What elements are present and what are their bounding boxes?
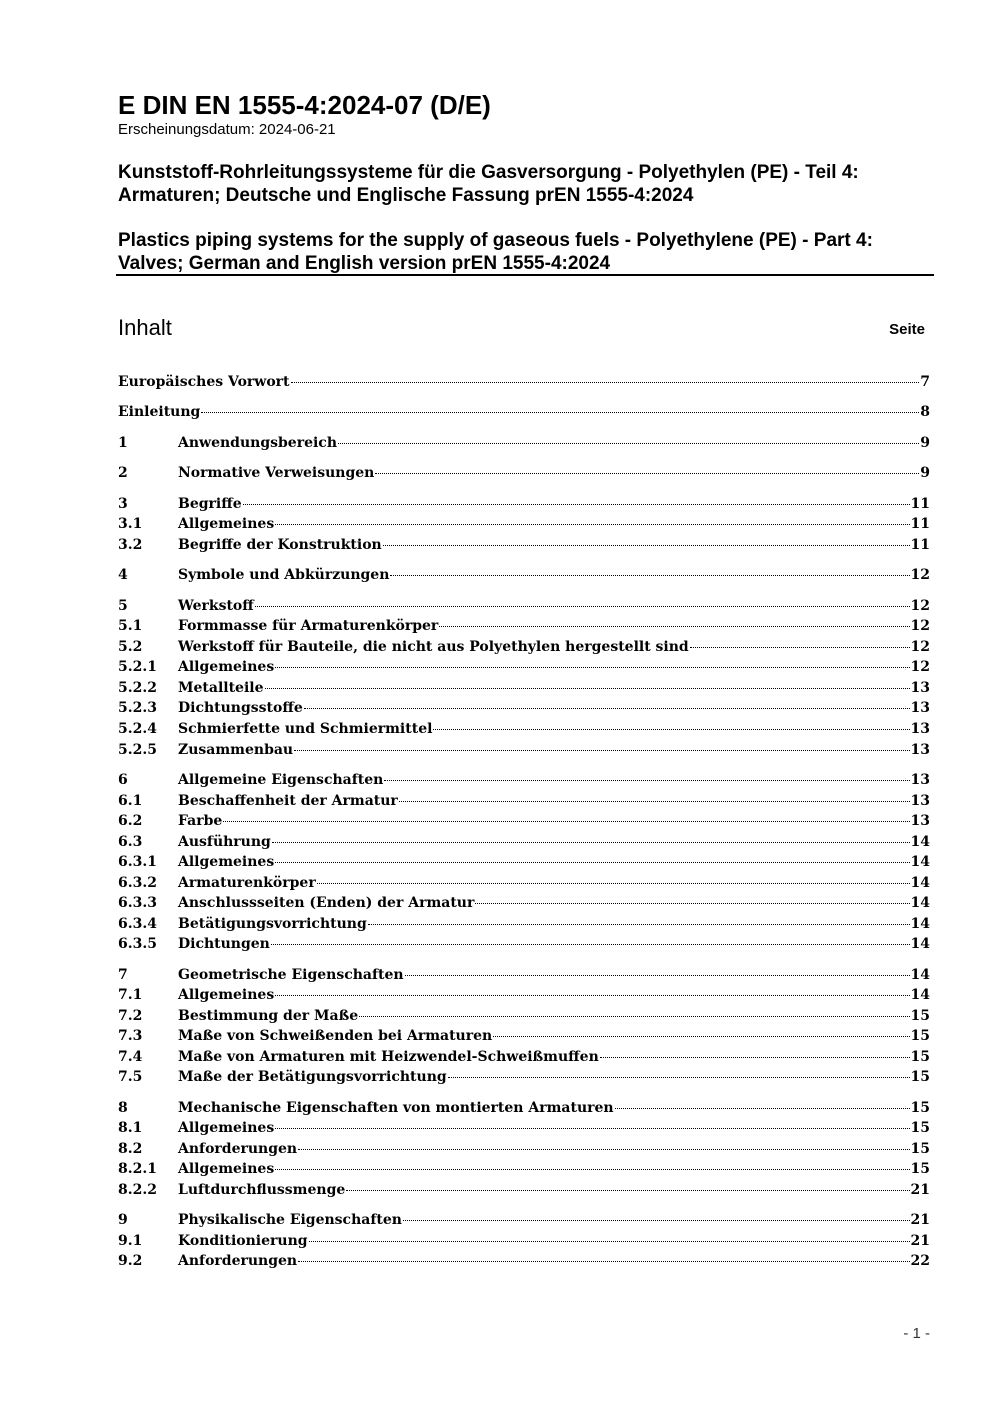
toc-entry[interactable] <box>118 514 930 534</box>
toc-entry[interactable] <box>118 616 930 636</box>
toc-entry-title: Anwendungsbereich <box>178 435 337 451</box>
toc-entry-title: Metallteile <box>178 680 264 696</box>
toc-entry-page: 15 <box>910 1120 930 1136</box>
toc-entry-number: 6.3.4 <box>118 916 157 932</box>
toc-dot-leader <box>272 841 910 843</box>
toc-entry-page: 14 <box>910 987 930 1003</box>
toc-entry[interactable] <box>118 852 930 872</box>
document-id: E DIN EN 1555-4:2024-07 (D/E) <box>118 90 491 120</box>
toc-entry-page: 12 <box>910 567 930 583</box>
toc-dot-leader <box>493 1035 909 1037</box>
toc-entry[interactable] <box>118 698 930 718</box>
toc-entry-title: Allgemeines <box>178 659 275 675</box>
toc-entry-title: Armaturenkörper <box>178 875 316 891</box>
toc-entry-page: 15 <box>910 1008 930 1024</box>
toc-entry-title: Allgemeines <box>178 987 275 1003</box>
toc-entry-number: 6.3.2 <box>118 875 157 891</box>
toc-dot-leader <box>383 544 910 546</box>
toc-entry-number: 9.1 <box>118 1233 143 1249</box>
toc-entry-page: 21 <box>910 1233 930 1249</box>
toc-entry-page: 21 <box>910 1182 930 1198</box>
toc-dot-leader <box>405 974 910 976</box>
toc-entry-number: 6.1 <box>118 793 143 809</box>
toc-entry[interactable] <box>118 1210 930 1230</box>
toc-dot-leader <box>309 1240 910 1242</box>
page-number: - 1 - <box>903 1325 930 1342</box>
toc-entry-number: 6.3.5 <box>118 936 157 952</box>
toc-dot-leader <box>403 1219 910 1221</box>
toc-entry-title: Anforderungen <box>178 1253 298 1269</box>
toc-entry-page: 13 <box>910 793 930 809</box>
toc-entry-page: 12 <box>910 639 930 655</box>
toc-page-column-label: Seite <box>889 321 925 338</box>
toc-entry-number: 6.3 <box>118 834 143 850</box>
toc-entry-page: 15 <box>910 1028 930 1044</box>
toc-entry[interactable] <box>118 1231 930 1251</box>
toc-entry[interactable] <box>118 637 930 657</box>
toc-dot-leader <box>448 1076 910 1078</box>
toc-entry-page: 9 <box>920 465 930 481</box>
toc-dot-leader <box>275 994 909 996</box>
toc-entry[interactable] <box>118 1118 930 1138</box>
toc-entry[interactable] <box>118 372 930 392</box>
toc-entry-number: 7.4 <box>118 1049 143 1065</box>
toc-entry-page: 14 <box>910 916 930 932</box>
title-divider <box>116 274 934 276</box>
toc-dot-leader <box>298 1148 909 1150</box>
toc-entry-title: Allgemeines <box>178 1161 275 1177</box>
toc-entry-title: Betätigungsvorrichtung <box>178 916 367 932</box>
toc-entry[interactable] <box>118 719 930 739</box>
toc-entry-number: 5.2.5 <box>118 742 157 758</box>
toc-dot-leader <box>255 605 910 607</box>
toc-dot-leader <box>359 1015 909 1017</box>
toc-entry-number: 5.2.1 <box>118 659 157 675</box>
toc-entry-number: 6.3.3 <box>118 895 157 911</box>
toc-entry[interactable] <box>118 678 930 698</box>
toc-dot-leader <box>390 574 909 576</box>
toc-entry-number: 3 <box>118 496 128 512</box>
toc-entry-number: 7.1 <box>118 987 143 1003</box>
toc-entry-title: Allgemeines <box>178 516 275 532</box>
toc-entry-number: 8 <box>118 1100 128 1116</box>
toc-entry[interactable] <box>118 832 930 852</box>
toc-entry-title: Maße von Schweißenden bei Armaturen <box>178 1028 493 1044</box>
toc-entry-page: 22 <box>910 1253 930 1269</box>
toc-entry-title: Allgemeines <box>178 1120 275 1136</box>
toc-dot-leader <box>291 381 920 383</box>
toc-entry-page: 14 <box>910 854 930 870</box>
toc-dot-leader <box>439 625 909 627</box>
toc-dot-leader <box>201 411 919 413</box>
toc-entry[interactable] <box>118 1251 930 1271</box>
toc-dot-leader <box>243 503 910 505</box>
toc-entry-page: 21 <box>910 1212 930 1228</box>
toc-entry-page: 13 <box>910 742 930 758</box>
toc-entry-title: Werkstoff <box>178 598 254 614</box>
toc-entry-number: 9 <box>118 1212 128 1228</box>
toc-entry-page: 13 <box>910 721 930 737</box>
toc-dot-leader <box>615 1107 910 1109</box>
toc-dot-leader <box>275 666 909 668</box>
title-german <box>118 161 948 207</box>
toc-entry[interactable] <box>118 934 930 954</box>
toc-entry-title: Einleitung <box>118 404 201 420</box>
toc-entry-title: Symbole und Abkürzungen <box>178 567 390 583</box>
toc-entry-title: Beschaffenheit der Armatur <box>178 793 398 809</box>
toc-entry-page: 7 <box>920 374 930 390</box>
toc-entry[interactable] <box>118 1067 930 1087</box>
toc-entry-page: 12 <box>910 618 930 634</box>
toc-entry[interactable] <box>118 791 930 811</box>
toc-dot-leader <box>399 800 910 802</box>
toc-entry[interactable] <box>118 565 930 585</box>
toc-entry-page: 11 <box>910 516 930 532</box>
toc-entry-number: 8.2.1 <box>118 1161 157 1177</box>
toc-entry-page: 14 <box>910 834 930 850</box>
toc-entry-page: 11 <box>910 537 930 553</box>
toc-entry-page: 11 <box>910 496 930 512</box>
toc-dot-leader <box>690 646 910 648</box>
toc-dot-leader <box>294 749 909 751</box>
toc-entry[interactable] <box>118 433 930 453</box>
toc-dot-leader <box>275 1127 909 1129</box>
toc-dot-leader <box>304 707 910 709</box>
toc-entry-page: 13 <box>910 700 930 716</box>
toc-entry-page: 13 <box>910 813 930 829</box>
toc-entry-page: 13 <box>910 680 930 696</box>
toc-entry-title: Mechanische Eigenschaften von montierten Armaturen <box>178 1100 614 1116</box>
toc-entry-page: 12 <box>910 659 930 675</box>
toc-entry-title: Maße der Betätigungsvorrichtung <box>178 1069 447 1085</box>
toc-entry-number: 7.2 <box>118 1008 143 1024</box>
toc-entry-page: 14 <box>910 895 930 911</box>
toc-dot-leader <box>223 820 909 822</box>
title-english-line-2: Valves; German and English version prEN 1555-4:2024 <box>118 253 611 274</box>
toc-entry-title: Schmierfette und Schmiermittel <box>178 721 433 737</box>
toc-dot-leader <box>368 923 910 925</box>
toc-entry[interactable] <box>118 893 930 913</box>
toc-entry-title: Anschlussseiten (Enden) der Armatur <box>178 895 475 911</box>
toc-entry[interactable] <box>118 1180 930 1200</box>
toc-dot-leader <box>271 943 910 945</box>
toc-entry-page: 15 <box>910 1049 930 1065</box>
toc-dot-leader <box>338 442 919 444</box>
toc-entry-page: 15 <box>910 1100 930 1116</box>
toc-entry-number: 2 <box>118 465 128 481</box>
title-english-line-1: Plastics piping systems for the supply of gaseous fuels - Polyethylene (PE) - Part 4: <box>118 230 873 251</box>
toc-entry[interactable] <box>118 1026 930 1046</box>
toc-entry-page: 14 <box>910 967 930 983</box>
toc-entry-title: Luftdurchflussmenge <box>178 1182 346 1198</box>
toc-entry-page: 8 <box>920 404 930 420</box>
toc-entry-title: Werkstoff für Bauteile, die nicht aus Polyethylen hergestellt sind <box>178 639 689 655</box>
toc-entry[interactable] <box>118 1098 930 1118</box>
toc-entry-number: 7.5 <box>118 1069 143 1085</box>
toc-entry[interactable] <box>118 1047 930 1067</box>
toc-entry-number: 6.3.1 <box>118 854 157 870</box>
toc-entry-title: Europäisches Vorwort <box>118 374 290 390</box>
toc-entry-title: Anforderungen <box>178 1141 298 1157</box>
toc-dot-leader <box>265 687 910 689</box>
toc-dot-leader <box>298 1260 909 1262</box>
toc-dot-leader <box>275 861 909 863</box>
toc-heading: Inhalt <box>118 315 172 340</box>
title-german-line-1: Kunststoff-Rohrleitungssysteme für die Gasversorgung - Polyethylen (PE) - Teil 4: <box>118 162 859 183</box>
toc-entry[interactable] <box>118 402 930 422</box>
toc-entry-title: Bestimmung der Maße <box>178 1008 359 1024</box>
toc-entry-number: 5.2.4 <box>118 721 157 737</box>
toc-entry-number: 5 <box>118 598 128 614</box>
toc-entry[interactable] <box>118 494 930 514</box>
toc-entry-title: Allgemeines <box>178 854 275 870</box>
toc-entry-page: 14 <box>910 875 930 891</box>
toc-entry[interactable] <box>118 965 930 985</box>
toc-dot-leader <box>275 523 909 525</box>
toc-entry-title: Allgemeine Eigenschaften <box>178 772 384 788</box>
toc-entry-page: 9 <box>920 435 930 451</box>
toc-entry-number: 7 <box>118 967 128 983</box>
toc-entry-title: Formmasse für Armaturenkörper <box>178 618 439 634</box>
toc-entry-number: 3.1 <box>118 516 143 532</box>
toc-entry-page: 13 <box>910 772 930 788</box>
toc-dot-leader <box>317 882 910 884</box>
toc-entry-title: Farbe <box>178 813 223 829</box>
toc-entry[interactable] <box>118 657 930 677</box>
toc-entry-title: Dichtungen <box>178 936 270 952</box>
toc-entry-title: Ausführung <box>178 834 271 850</box>
toc-dot-leader <box>384 779 909 781</box>
toc-entry-page: 12 <box>910 598 930 614</box>
toc-entry[interactable] <box>118 1006 930 1026</box>
toc-entry[interactable] <box>118 596 930 616</box>
title-german-line-2: Armaturen; Deutsche und Englische Fassung prEN 1555-4:2024 <box>118 185 694 206</box>
toc-entry-title: Physikalische Eigenschaften <box>178 1212 402 1228</box>
toc-entry-number: 8.2 <box>118 1141 143 1157</box>
toc-entry-page: 15 <box>910 1161 930 1177</box>
toc-entry-number: 3.2 <box>118 537 143 553</box>
toc-entry[interactable] <box>118 463 930 483</box>
toc-entry-number: 4 <box>118 567 128 583</box>
toc-entry-number: 6 <box>118 772 128 788</box>
toc-entry[interactable] <box>118 811 930 831</box>
publication-date: Erscheinungsdatum: 2024-06-21 <box>118 121 336 138</box>
toc-dot-leader <box>375 472 919 474</box>
toc-entry[interactable] <box>118 985 930 1005</box>
toc-entry-number: 9.2 <box>118 1253 143 1269</box>
toc-dot-leader <box>346 1189 909 1191</box>
toc-entry[interactable] <box>118 535 930 555</box>
toc-entry-number: 5.1 <box>118 618 143 634</box>
title-english <box>118 229 948 275</box>
toc-dot-leader <box>600 1056 910 1058</box>
toc-entry-title: Begriffe <box>178 496 242 512</box>
toc-entry-title: Geometrische Eigenschaften <box>178 967 404 983</box>
toc-entry-title: Begriffe der Konstruktion <box>178 537 382 553</box>
toc-entry-page: 15 <box>910 1141 930 1157</box>
toc-entry[interactable] <box>118 740 930 760</box>
toc-entry-number: 5.2 <box>118 639 143 655</box>
toc-entry-number: 6.2 <box>118 813 143 829</box>
toc-entry[interactable] <box>118 873 930 893</box>
toc-entry-number: 1 <box>118 435 128 451</box>
toc-entry[interactable] <box>118 1159 930 1179</box>
toc-entry-number: 5.2.2 <box>118 680 157 696</box>
toc-dot-leader <box>475 902 909 904</box>
toc-dot-leader <box>433 728 909 730</box>
toc-entry-number: 8.1 <box>118 1120 143 1136</box>
toc-entry-page: 15 <box>910 1069 930 1085</box>
toc-entry-title: Dichtungsstoffe <box>178 700 303 716</box>
toc-entry-number: 7.3 <box>118 1028 143 1044</box>
toc-entry-title: Zusammenbau <box>178 742 294 758</box>
toc-entry-page: 14 <box>910 936 930 952</box>
toc-entry[interactable] <box>118 1139 930 1159</box>
toc-entry-title: Konditionierung <box>178 1233 308 1249</box>
toc-entry-number: 8.2.2 <box>118 1182 157 1198</box>
toc-entry-title: Maße von Armaturen mit Heizwendel-Schweißmuffen <box>178 1049 599 1065</box>
toc-dot-leader <box>275 1168 909 1170</box>
toc-entry-title: Normative Verweisungen <box>178 465 375 481</box>
toc-entry-number: 5.2.3 <box>118 700 157 716</box>
toc-entry[interactable] <box>118 770 930 790</box>
toc-entry[interactable] <box>118 914 930 934</box>
